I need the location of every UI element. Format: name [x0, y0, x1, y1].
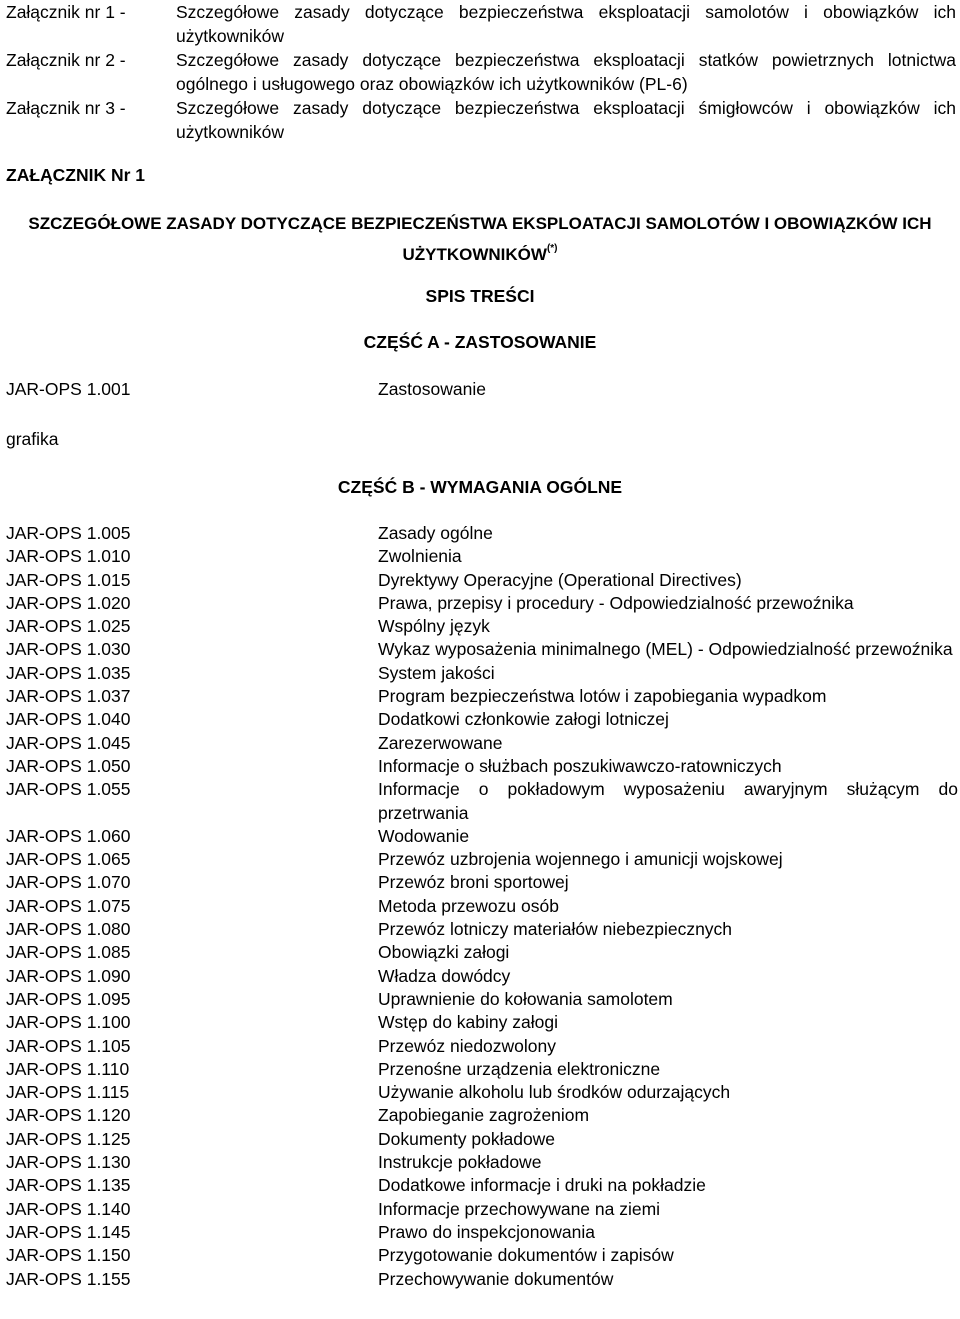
toc-row [6, 1104, 958, 1127]
annex-list [6, 0, 956, 144]
toc-row [6, 569, 958, 592]
toc-desc: Dodatkowe informacje i druki na pokładzie [378, 1175, 706, 1196]
part-a-list [6, 378, 958, 401]
toc-row [6, 1058, 958, 1081]
toc-code: JAR-OPS 1.115 [6, 1082, 130, 1103]
toc-row [6, 1174, 958, 1197]
toc-desc: Przewóz niedozwolony [378, 1035, 557, 1056]
toc-row [6, 1268, 958, 1291]
document-title [20, 211, 940, 267]
toc-code: JAR-OPS 1.105 [6, 1035, 131, 1056]
toc-code: JAR-OPS 1.155 [6, 1268, 131, 1289]
toc-code: JAR-OPS 1.050 [6, 755, 131, 776]
toc-desc: Wodowanie [378, 825, 470, 846]
toc-row [6, 592, 958, 615]
toc-row [6, 545, 958, 568]
toc-row [6, 1128, 958, 1151]
toc-row [6, 755, 958, 778]
toc-desc: Zasady ogólne [378, 523, 493, 543]
toc-code: JAR-OPS 1.005 [6, 523, 131, 543]
document-title-text: SZCZEGÓŁOWE ZASADY DOTYCZĄCE BEZPIECZEŃSTWA EKSPLOATACJI SAMOLOTÓW I OBOWIĄZKÓW ICH UŻYTKOWNIKÓW [28, 214, 932, 264]
toc-code: JAR-OPS 1.125 [6, 1128, 131, 1149]
toc-code: JAR-OPS 1.040 [6, 709, 131, 730]
toc-heading: SPIS TREŚCI [425, 286, 535, 306]
toc-desc: Władza dowódcy [378, 965, 511, 986]
toc-code: JAR-OPS 1.110 [6, 1058, 130, 1079]
annex-text: Szczegółowe zasady dotyczące bezpieczeństwa eksploatacji samolotów i obowiązków ich użytkowników [176, 2, 956, 46]
annex-label: Załącznik nr 2 - [6, 50, 126, 70]
toc-desc: Informacje o służbach poszukiwawczo-ratowniczych [378, 755, 782, 776]
toc-row [6, 988, 958, 1011]
toc-row [6, 732, 958, 755]
toc-desc: Uprawnienie do kołowania samolotem [378, 988, 673, 1009]
toc-desc: Dodatkowi członkowie załogi lotniczej [378, 709, 669, 730]
toc-row [6, 638, 958, 661]
toc-code: JAR-OPS 1.095 [6, 988, 131, 1009]
toc-code: JAR-OPS 1.060 [6, 825, 131, 846]
toc-code: JAR-OPS 1.070 [6, 872, 131, 893]
toc-code: JAR-OPS 1.035 [6, 662, 131, 683]
toc-code: JAR-OPS 1.010 [6, 546, 131, 567]
toc-code: JAR-OPS 1.025 [6, 616, 131, 637]
annex-item [6, 96, 956, 144]
footnote-marker: (*) [546, 243, 558, 254]
toc-row [6, 965, 958, 988]
toc-desc: Przewóz lotniczy materiałów niebezpiecznych [378, 919, 733, 940]
toc-row [6, 615, 958, 638]
toc-row [6, 522, 958, 545]
part-b-heading: CZĘŚĆ B - WYMAGANIA OGÓLNE [337, 477, 623, 497]
toc-desc: Przenośne urządzenia elektroniczne [378, 1058, 661, 1079]
toc-row [6, 825, 958, 848]
toc-code: JAR-OPS 1.140 [6, 1198, 131, 1219]
toc-row [6, 1011, 958, 1034]
toc-desc: Zapobieganie zagrożeniom [378, 1105, 590, 1126]
toc-desc: Dokumenty pokładowe [378, 1128, 556, 1149]
toc-desc: Instrukcje pokładowe [378, 1152, 542, 1173]
toc-row [6, 871, 958, 894]
toc-desc: Prawa, przepisy i procedury - Odpowiedzialność przewoźnika [378, 592, 854, 613]
annex-item [6, 48, 956, 96]
toc-code: JAR-OPS 1.065 [6, 849, 131, 870]
toc-code: JAR-OPS 1.020 [6, 592, 131, 613]
toc-row [6, 848, 958, 871]
toc-code: JAR-OPS 1.135 [6, 1175, 131, 1196]
annex-text: Szczegółowe zasady dotyczące bezpieczeństwa eksploatacji śmigłowców i obowiązków ich użytkowników [176, 98, 956, 142]
toc-desc: Informacje o pokładowym wyposażeniu awaryjnym służącym do przetrwania [378, 779, 958, 823]
toc-code: JAR-OPS 1.055 [6, 779, 131, 800]
toc-code: JAR-OPS 1.001 [6, 379, 131, 399]
toc-row [6, 1081, 958, 1104]
toc-desc: System jakości [378, 662, 495, 683]
toc-desc: Obowiązki załogi [378, 942, 510, 963]
toc-desc: Prawo do inspekcjonowania [378, 1221, 595, 1242]
toc-row [6, 1221, 958, 1244]
toc-code: JAR-OPS 1.120 [6, 1105, 131, 1126]
toc-desc: Zwolnienia [378, 546, 462, 567]
toc-desc: Wstęp do kabiny załogi [378, 1012, 558, 1033]
annex-heading: ZAŁĄCZNIK Nr 1 [6, 165, 146, 185]
toc-desc: Używanie alkoholu lub środków odurzających [378, 1082, 731, 1103]
image-placeholder-label: grafika [6, 429, 59, 449]
annex-label: Załącznik nr 3 - [6, 98, 126, 118]
part-a-heading: CZĘŚĆ A - ZASTOSOWANIE [363, 332, 597, 352]
toc-code: JAR-OPS 1.085 [6, 942, 131, 963]
toc-code: JAR-OPS 1.145 [6, 1221, 131, 1242]
toc-code: JAR-OPS 1.045 [6, 732, 131, 753]
part-b-list [6, 522, 958, 1291]
toc-desc: Przygotowanie dokumentów i zapisów [378, 1245, 674, 1266]
annex-text: Szczegółowe zasady dotyczące bezpieczeństwa eksploatacji statków powietrznych lotnictwa ogólnego i usługowego oraz obowiązków ich użytkowników (PL-6) [176, 50, 956, 94]
toc-desc: Przechowywanie dokumentów [378, 1268, 614, 1289]
annex-item [6, 0, 956, 48]
toc-row [6, 895, 958, 918]
toc-code: JAR-OPS 1.090 [6, 965, 131, 986]
toc-row [6, 1151, 958, 1174]
toc-row [6, 1035, 958, 1058]
toc-code: JAR-OPS 1.037 [6, 686, 131, 707]
toc-row [6, 708, 958, 731]
toc-row [6, 918, 958, 941]
toc-desc: Wspólny język [378, 616, 490, 637]
toc-desc: Zastosowanie [378, 379, 486, 399]
toc-code: JAR-OPS 1.080 [6, 919, 131, 940]
toc-desc: Wykaz wyposażenia minimalnego (MEL) - Odpowiedzialność przewoźnika [378, 639, 953, 660]
toc-desc: Zarezerwowane [378, 732, 503, 753]
toc-desc: Dyrektywy Operacyjne (Operational Directives) [378, 569, 742, 590]
toc-code: JAR-OPS 1.100 [6, 1012, 131, 1033]
toc-row [6, 1198, 958, 1221]
toc-row [6, 378, 958, 401]
toc-code: JAR-OPS 1.015 [6, 569, 131, 590]
toc-desc: Program bezpieczeństwa lotów i zapobiegania wypadkom [378, 686, 827, 707]
toc-code: JAR-OPS 1.075 [6, 895, 131, 916]
annex-label: Załącznik nr 1 - [6, 2, 126, 22]
toc-desc: Informacje przechowywane na ziemi [378, 1198, 661, 1219]
toc-desc: Metoda przewozu osób [378, 895, 559, 916]
toc-row [6, 662, 958, 685]
toc-desc: Przewóz uzbrojenia wojennego i amunicji wojskowej [378, 849, 783, 870]
toc-code: JAR-OPS 1.130 [6, 1152, 131, 1173]
toc-code: JAR-OPS 1.030 [6, 639, 131, 660]
toc-desc: Przewóz broni sportowej [378, 872, 569, 893]
toc-code: JAR-OPS 1.150 [6, 1245, 131, 1266]
toc-row [6, 685, 958, 708]
toc-row [6, 1244, 958, 1267]
toc-row [6, 778, 958, 825]
toc-row [6, 941, 958, 964]
